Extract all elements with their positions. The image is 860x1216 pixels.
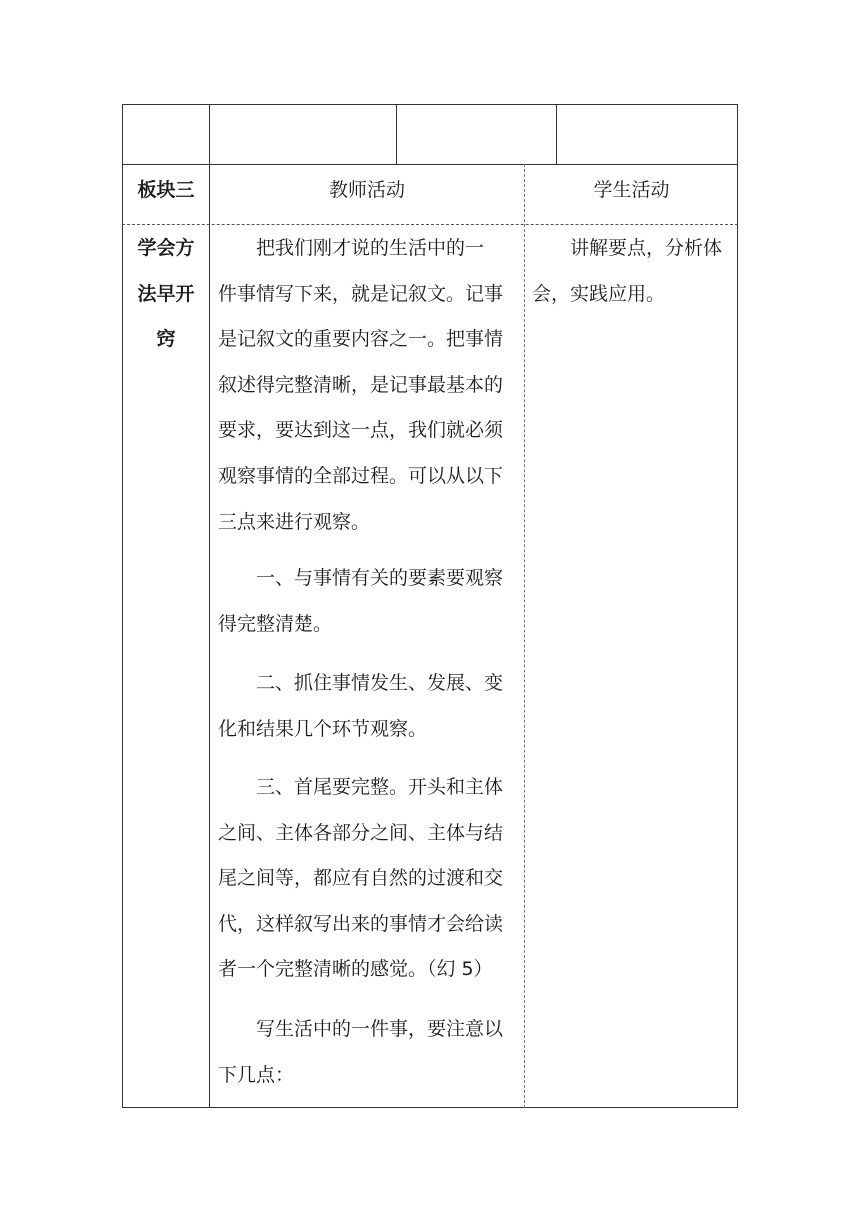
text-line: 会，实践应用。 xyxy=(532,282,666,305)
text-line: 者一个完整清晰的感觉。（幻 5） xyxy=(218,958,493,981)
text-line: 讲解要点，分析体 xyxy=(570,237,723,259)
text-line: 叙述得完整清晰，是记事最基本的 xyxy=(218,373,504,396)
text-line: 二、抓住事情发生、发展、变 xyxy=(256,672,504,694)
student-activity-text xyxy=(532,226,734,317)
teacher-paragraph-5 xyxy=(218,1007,520,1098)
header-row-bottom-border xyxy=(122,224,738,225)
top-row-divider-3 xyxy=(556,104,557,164)
text-line: 是记叙文的重要内容之一。把事情 xyxy=(218,328,504,351)
text-line: 一、与事情有关的要素要观察 xyxy=(256,567,504,589)
teacher-paragraph-3 xyxy=(218,661,520,752)
section-title-line: 学会方 xyxy=(137,237,195,259)
header-teacher-activity: 教师活动 xyxy=(328,179,405,201)
text-line: 之间、主体各部分之间、主体与结 xyxy=(218,821,504,844)
text-line: 写生活中的一件事，要注意以 xyxy=(256,1018,504,1040)
text-line: 尾之间等，都应有自然的过渡和交 xyxy=(218,867,504,890)
text-line: 要求，要达到这一点，我们就必须 xyxy=(218,419,504,442)
teacher-paragraph-2 xyxy=(218,556,520,647)
text-line: 三点来进行观察。 xyxy=(218,510,371,533)
text-line: 下几点： xyxy=(218,1063,295,1086)
text-line: 把我们刚才说的生活中的一 xyxy=(256,237,485,259)
teacher-paragraph-4 xyxy=(218,765,520,993)
text-line: 得完整清楚。 xyxy=(218,612,333,635)
text-line: 三、首尾要完整。开头和主体 xyxy=(256,776,504,798)
top-row-divider-2 xyxy=(396,104,397,164)
text-line: 观察事情的全部过程。可以从以下 xyxy=(218,464,504,487)
header-student-activity: 学生活动 xyxy=(593,179,670,201)
section-title-line: 法早开 xyxy=(137,282,195,305)
column-divider-2 xyxy=(524,164,525,1108)
text-line: 件事情写下来，就是记叙文。记事 xyxy=(218,282,504,305)
section-title xyxy=(122,226,210,363)
top-row-bottom-border xyxy=(122,164,738,165)
section-title-line: 窍 xyxy=(156,328,176,351)
teacher-paragraph-1 xyxy=(218,226,520,545)
header-section-label: 板块三 xyxy=(137,179,195,201)
text-line: 化和结果几个环节观察。 xyxy=(218,717,428,740)
text-line: 代，这样叙写出来的事情才会给读 xyxy=(218,912,504,935)
